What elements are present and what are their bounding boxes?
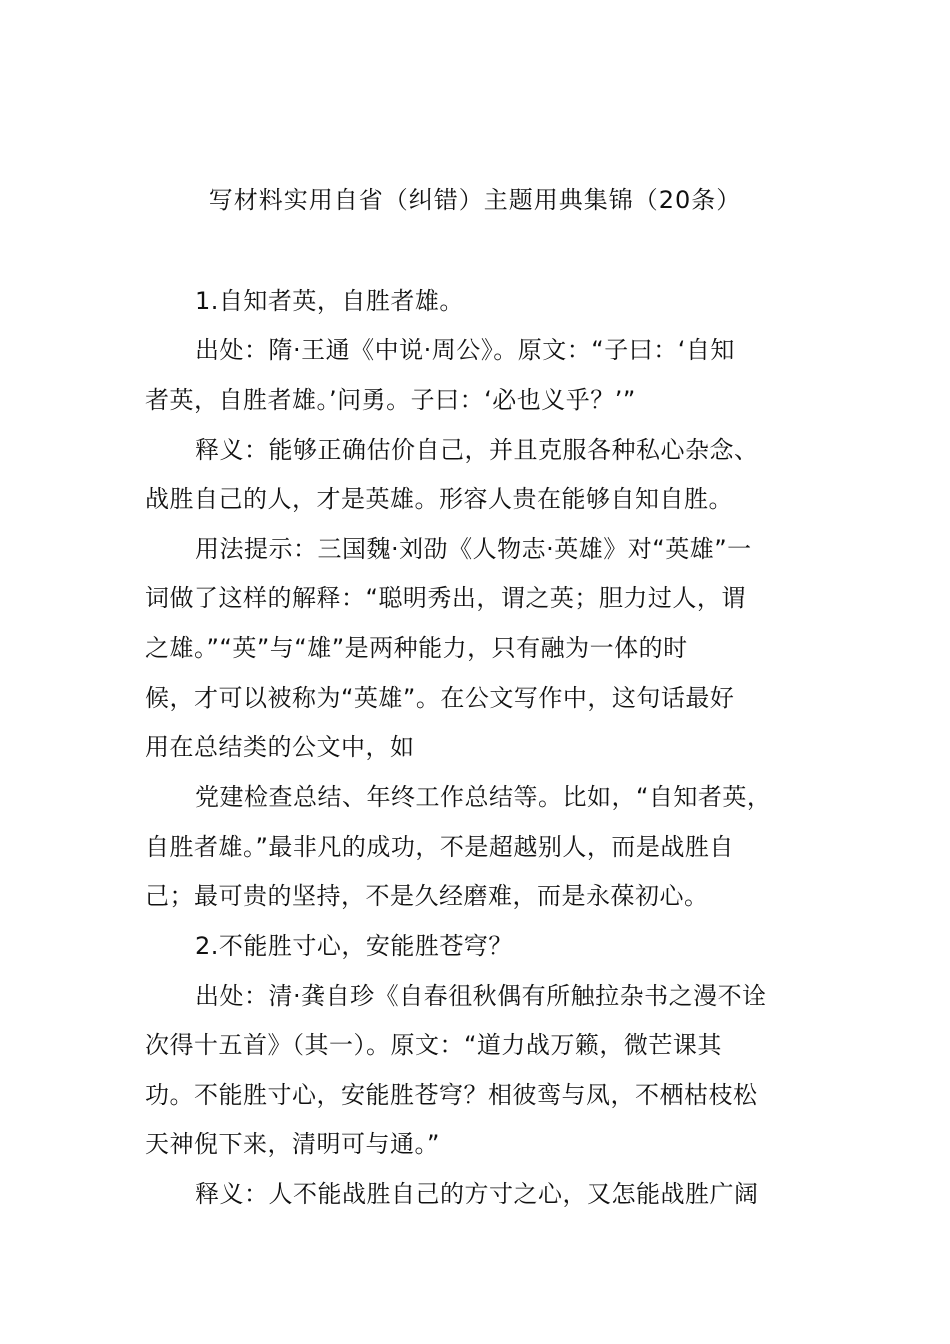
paragraph-line: 自胜者雄。”最非凡的成功，不是超越别人，而是战胜自: [145, 833, 734, 861]
paragraph-line: 次得十五首》（其一）。原文：“道力战万籁，微芒课其: [145, 1031, 722, 1059]
paragraph-line: 战胜自己的人，才是英雄。形容人贵在能够自知自胜。: [145, 485, 733, 513]
document-title: 写材料实用自省（纠错）主题用典集锦（20条）: [208, 186, 742, 214]
item-2-heading: 2.不能胜寸心，安能胜苍穹？: [195, 932, 513, 960]
paragraph-line: 释义：人不能战胜自己的方寸之心，又怎能战胜广阔: [195, 1180, 759, 1208]
paragraph-line: 之雄。”“英”与“雄”是两种能力，只有融为一体的时: [145, 634, 688, 662]
paragraph-line: 者英，自胜者雄。’问勇。子曰：‘必也义乎？’”: [145, 386, 636, 414]
paragraph-line: 出处：隋·王通《中说·周公》。原文：“子曰：‘自知: [195, 336, 735, 364]
paragraph-line: 出处：清·龚自珍《自春徂秋偶有所触拉杂书之漫不诠: [195, 982, 767, 1010]
paragraph-line: 己；最可贵的坚持，不是久经磨难，而是永葆初心。: [145, 882, 709, 910]
paragraph-line: 用法提示：三国魏·刘劭《人物志·英雄》对“英雄”一: [195, 535, 752, 563]
paragraph-line: 党建检查总结、年终工作总结等。比如，“自知者英，: [195, 783, 772, 811]
paragraph-line: 词做了这样的解释：“聪明秀出，谓之英；胆力过人，谓: [145, 584, 746, 612]
item-1-heading: 1.自知者英，自胜者雄。: [195, 287, 464, 315]
paragraph-line: 候，才可以被称为“英雄”。在公文写作中，这句话最好: [145, 684, 735, 712]
paragraph-line: 天神倪下来，清明可与通。”: [145, 1130, 440, 1158]
paragraph-line: 释义：能够正确估价自己，并且克服各种私心杂念、: [195, 436, 759, 464]
paragraph-line: 功。不能胜寸心，安能胜苍穹？相彼鸾与凤，不栖枯枝松: [145, 1081, 758, 1109]
paragraph-line: 用在总结类的公文中，如: [145, 733, 415, 761]
